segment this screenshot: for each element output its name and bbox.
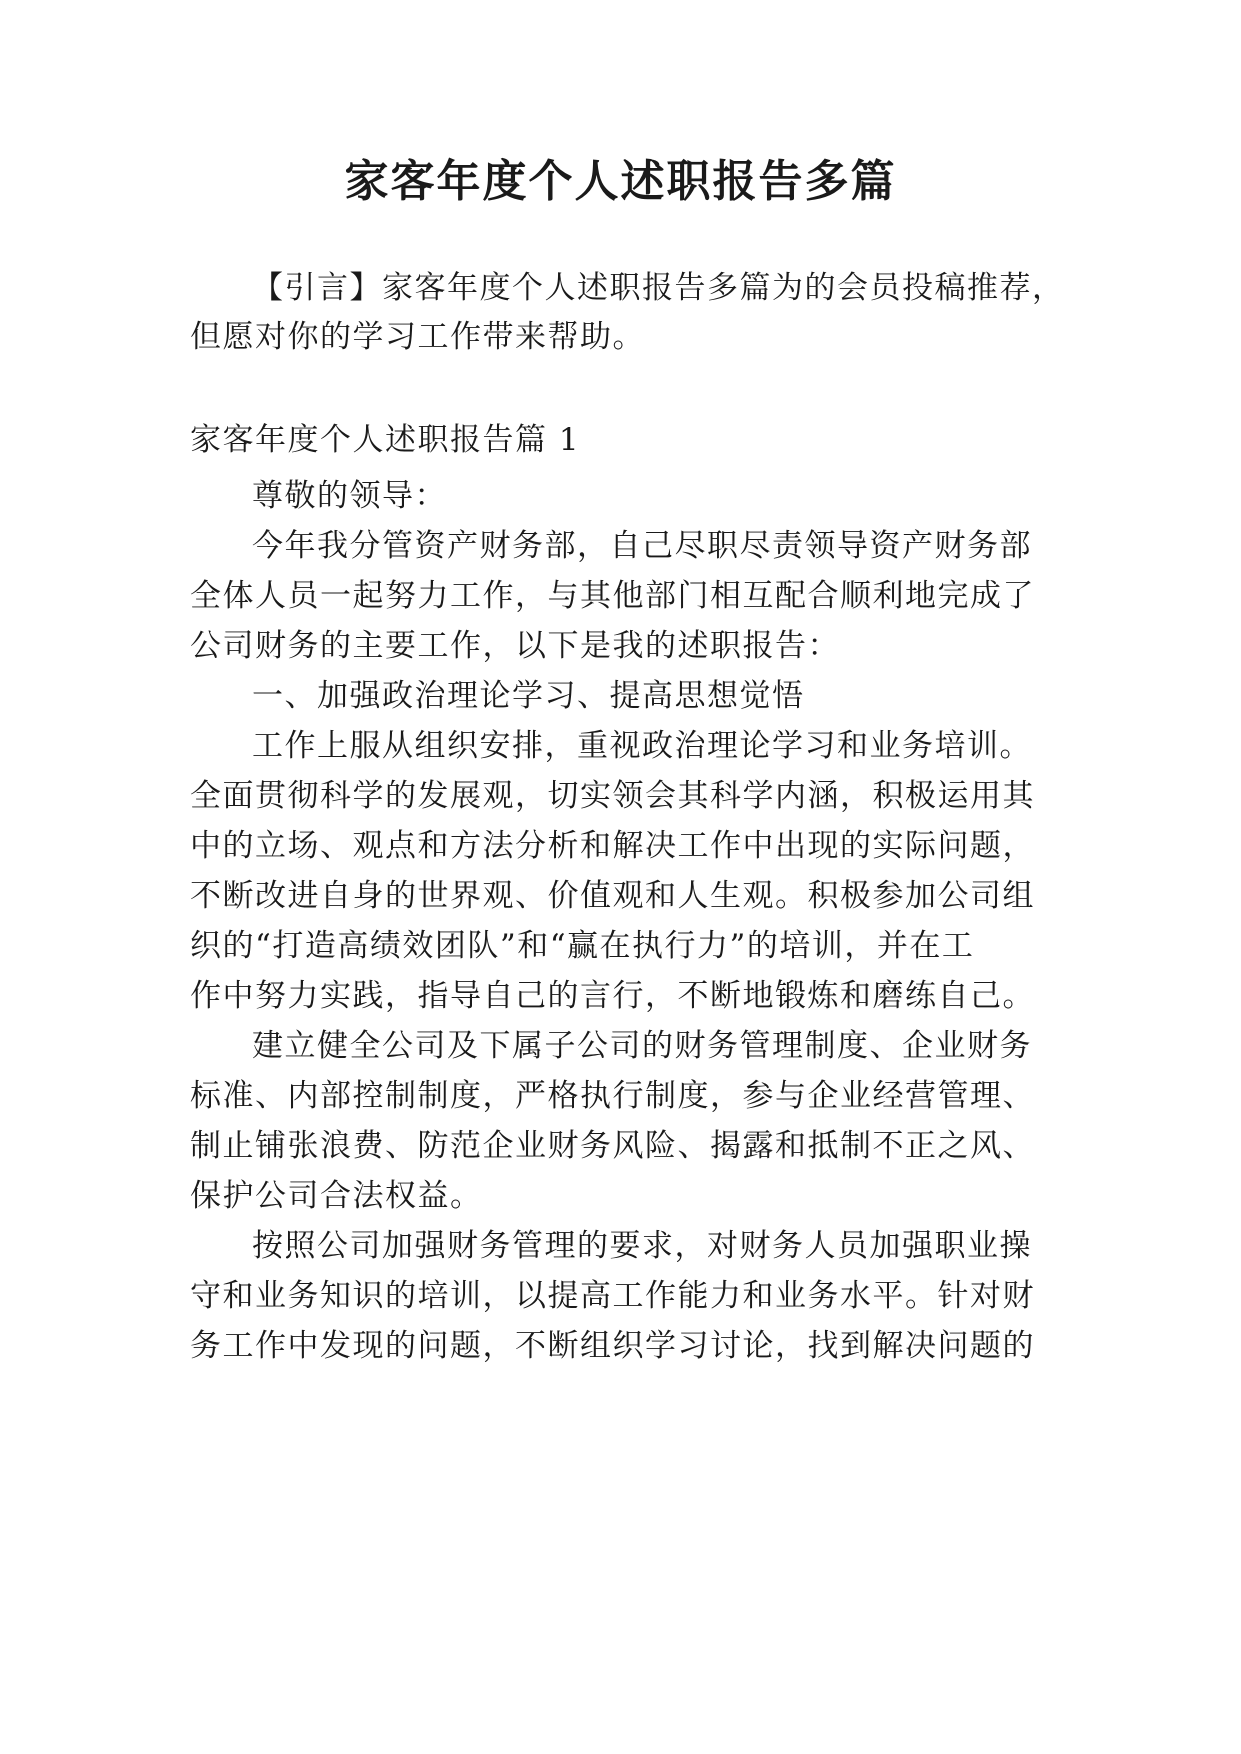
paragraph-line: 标准、内部控制制度，严格执行制度，参与企业经营管理、: [190, 1078, 1035, 1114]
intro-line: 【引言】家客年度个人述职报告多篇为的会员投稿推荐，: [252, 270, 1065, 306]
subheading-line: 一、加强政治理论学习、提高思想觉悟: [252, 678, 805, 714]
paragraph-line: 今年我分管资产财务部，自己尽职尽责领导资产财务部: [252, 528, 1032, 564]
salutation: 尊敬的领导：: [252, 478, 447, 514]
paragraph-line: 务工作中发现的问题，不断组织学习讨论，找到解决问题的: [190, 1328, 1035, 1364]
paragraph-line: 全面贯彻科学的发展观，切实领会其科学内涵，积极运用其: [190, 778, 1035, 814]
paragraph-line: 制止铺张浪费、防范企业财务风险、揭露和抵制不正之风、: [190, 1128, 1035, 1164]
section-heading: 家客年度个人述职报告篇 1: [190, 422, 581, 458]
paragraph-line: 全体人员一起努力工作，与其他部门相互配合顺利地完成了: [190, 578, 1035, 614]
paragraph-line: 建立健全公司及下属子公司的财务管理制度、企业财务: [252, 1028, 1032, 1064]
paragraph-line: 工作上服从组织安排，重视政治理论学习和业务培训。: [252, 728, 1032, 764]
paragraph-line: 织的“打造高绩效团队”和“赢在执行力”的培训，并在工: [190, 928, 975, 964]
paragraph-line: 作中努力实践，指导自己的言行，不断地锻炼和磨练自己。: [190, 978, 1035, 1014]
paragraph-line: 中的立场、观点和方法分析和解决工作中出现的实际问题，: [190, 828, 1035, 864]
paragraph-line: 守和业务知识的培训，以提高工作能力和业务水平。针对财: [190, 1278, 1035, 1314]
paragraph-line: 按照公司加强财务管理的要求，对财务人员加强职业操: [252, 1228, 1032, 1264]
intro-line: 但愿对你的学习工作带来帮助。: [190, 319, 645, 355]
paragraph-line: 保护公司合法权益。: [190, 1178, 483, 1214]
paragraph-line: 不断改进自身的世界观、价值观和人生观。积极参加公司组: [190, 878, 1035, 914]
document-title: 家客年度个人述职报告多篇: [344, 156, 897, 207]
paragraph-line: 公司财务的主要工作，以下是我的述职报告：: [190, 628, 840, 664]
